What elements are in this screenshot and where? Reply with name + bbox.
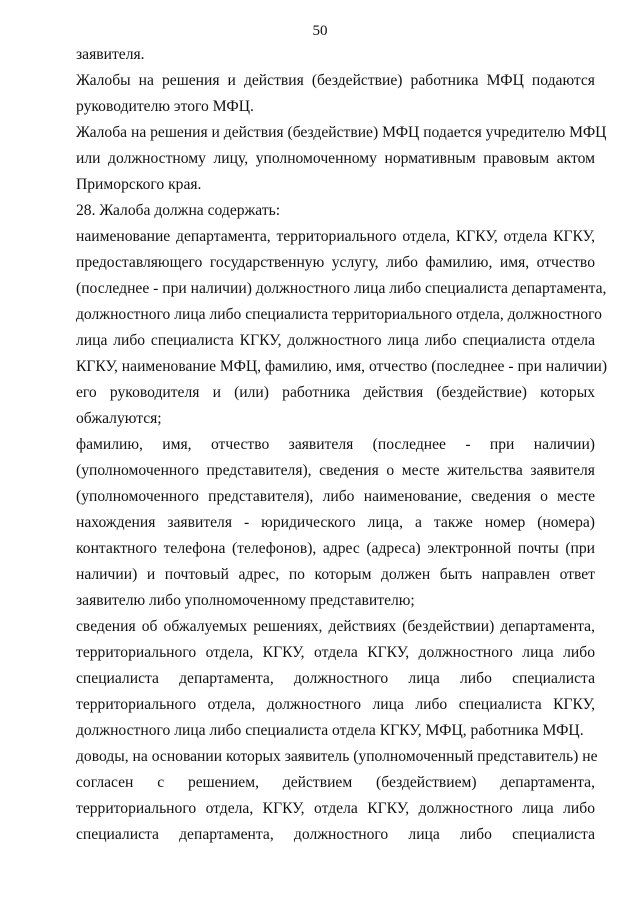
text-line: Жалоба на решения и действия (бездействие) МФЦ подается учредителю МФЦ xyxy=(76,124,607,141)
text-line: 28. Жалоба должна содержать: xyxy=(76,202,281,219)
text-line: должностного лица либо специалиста территориального отдела, должностного xyxy=(76,306,602,323)
text-line: нахождения заявителя - юридического лица, а также номер (номера) xyxy=(76,514,595,531)
text-line: должностного лица либо специалиста отдела КГКУ, МФЦ, работника МФЦ. xyxy=(76,722,584,739)
text-line: доводы, на основании которых заявитель (уполномоченный представитель) не xyxy=(76,748,598,765)
page-number: 50 xyxy=(312,23,328,39)
text-line: наличии) и почтовый адрес, по которым должен быть направлен ответ xyxy=(76,566,595,583)
text-line: (уполномоченного представителя), либо наименование, сведения о месте xyxy=(76,488,595,505)
text-line: сведения об обжалуемых решениях, действиях (бездействии) департамента, xyxy=(76,618,595,635)
text-line: согласен с решением, действием (бездействием) департамента, xyxy=(76,774,595,791)
text-line: предоставляющего государственную услугу, либо фамилию, имя, отчество xyxy=(76,254,595,271)
text-line: Приморского края. xyxy=(76,176,202,193)
text-line: фамилию, имя, отчество заявителя (последнее - при наличии) xyxy=(76,436,595,453)
text-line: контактного телефона (телефонов), адрес (адреса) электронной почты (при xyxy=(76,540,595,557)
text-line: территориального отдела, должностного лица либо специалиста КГКУ, xyxy=(76,696,595,713)
text-line: территориального отдела, КГКУ, отдела КГКУ, должностного лица либо xyxy=(76,800,595,817)
text-line: лица либо специалиста КГКУ, должностного лица либо специалиста отдела xyxy=(76,332,595,349)
text-line: руководителю этого МФЦ. xyxy=(76,98,254,115)
text-line: или должностному лицу, уполномоченному нормативным правовым актом xyxy=(76,150,595,167)
text-line: заявителя. xyxy=(76,46,145,63)
text-line: обжалуются; xyxy=(76,410,162,427)
text-line: территориального отдела, КГКУ, отдела КГКУ, должностного лица либо xyxy=(76,644,595,661)
text-line: (уполномоченного представителя), сведения о месте жительства заявителя xyxy=(76,462,595,479)
text-line: специалиста департамента, должностного лица либо специалиста xyxy=(76,826,595,843)
text-line: специалиста департамента, должностного лица либо специалиста xyxy=(76,670,595,687)
document-body xyxy=(76,42,608,848)
text-line: заявителю либо уполномоченному представителю; xyxy=(76,592,415,609)
text-line: его руководителя и (или) работника действия (бездействие) которых xyxy=(76,384,595,401)
text-line: (последнее - при наличии) должностного лица либо специалиста департамента, xyxy=(76,280,607,297)
text-line: КГКУ, наименование МФЦ, фамилию, имя, отчество (последнее - при наличии) xyxy=(76,358,608,375)
text-line: наименование департамента, территориального отдела, КГКУ, отдела КГКУ, xyxy=(76,228,595,245)
text-line: Жалобы на решения и действия (бездействие) работника МФЦ подаются xyxy=(76,72,595,89)
